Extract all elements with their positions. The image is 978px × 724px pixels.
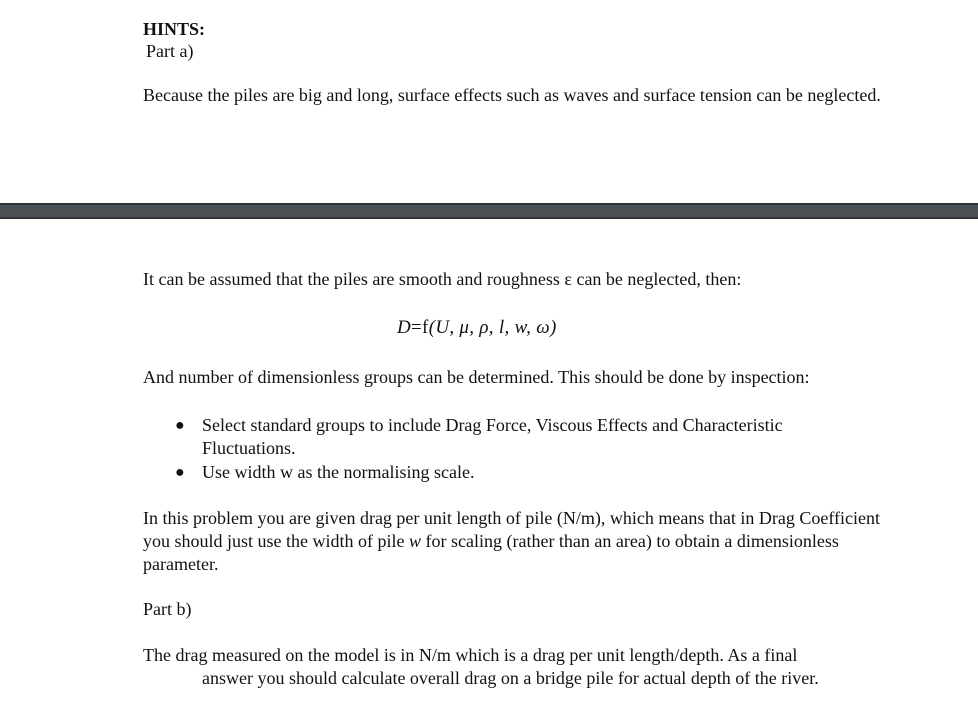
equation-args: (U, μ, ρ, l, w, ω) xyxy=(428,317,557,338)
part-b-line-1: The drag measured on the model is in N/m which is a drag per unit length/depth. As a final xyxy=(143,645,798,665)
problem-text-pre: In this problem you are given drag per unit length of pile (N/m), which means that in Drag Coefficient you should just use the width of pile xyxy=(143,508,880,551)
part-b-line-2: answer you should calculate overall drag on a bridge pile for actual depth of the river. xyxy=(202,668,819,688)
list-item-text: Select standard groups to include Drag Force, Viscous Effects and Characteristic Fluctuations. xyxy=(202,415,783,458)
list-item-text: Use width w as the normalising scale. xyxy=(202,462,475,482)
part-a-label: Part a) xyxy=(146,41,194,61)
bullet-icon: ● xyxy=(175,417,185,434)
part-b-label: Part b) xyxy=(143,599,192,619)
assumption-paragraph: It can be assumed that the piles are smooth and roughness ε can be neglected, then: xyxy=(143,269,742,289)
width-variable: w xyxy=(408,531,421,551)
bullet-icon: ● xyxy=(175,464,185,481)
drag-equation xyxy=(397,316,557,339)
list-item xyxy=(143,461,862,484)
equation-func: f xyxy=(422,317,429,338)
drag-coefficient-paragraph xyxy=(143,507,903,576)
dimensionless-groups-paragraph: And number of dimensionless groups can be determined. This should be done by inspection: xyxy=(143,367,810,387)
part-a-paragraph: Because the piles are big and long, surface effects such as waves and surface tension can be neglected. xyxy=(143,85,881,105)
inspection-list xyxy=(143,414,903,484)
problem-text-post: for scaling (rather than an area) to obtain a dimensionless parameter. xyxy=(143,531,839,574)
hints-title: HINTS: xyxy=(143,19,206,39)
page-divider xyxy=(0,203,978,219)
part-b-paragraph xyxy=(143,644,903,690)
list-item xyxy=(143,414,862,460)
equation-lhs: D xyxy=(397,317,412,338)
equation-equals: = xyxy=(411,317,423,338)
